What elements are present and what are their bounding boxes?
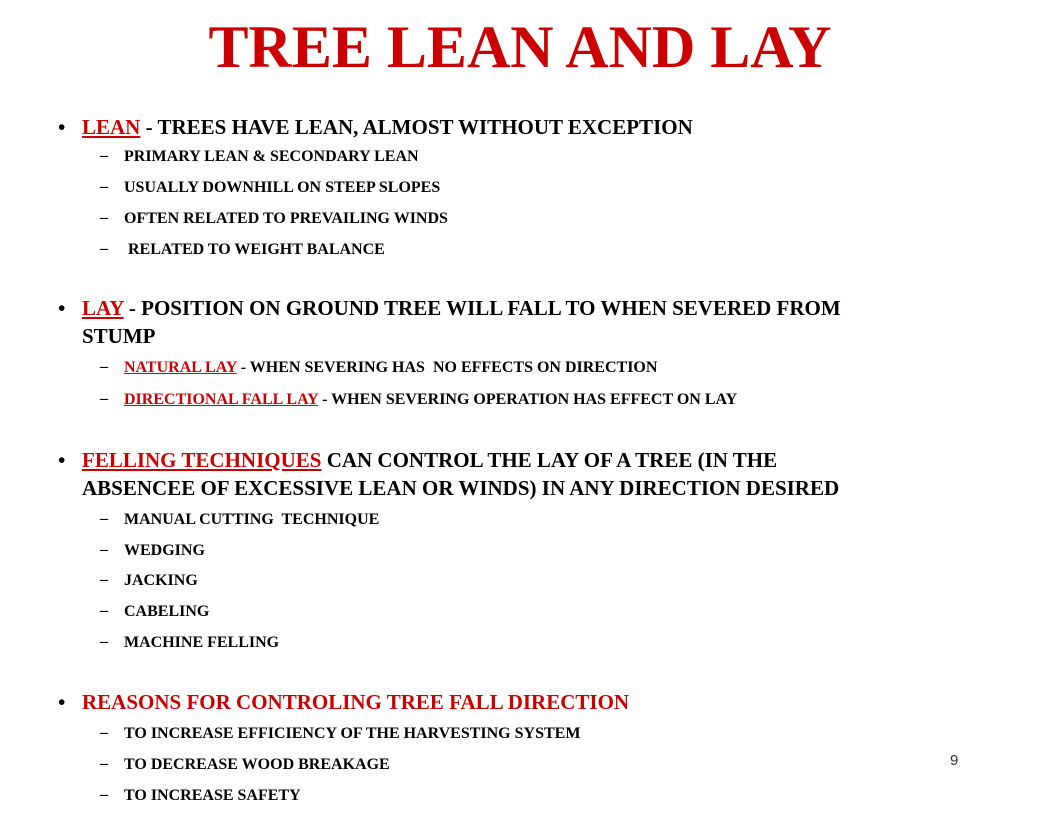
sub-item-text: CABELING <box>124 603 210 620</box>
bullet-lean-text <box>82 113 693 141</box>
bullet-lay-line2: STUMP <box>82 324 156 348</box>
sub-item-text: RELATED TO WEIGHT BALANCE <box>124 241 385 258</box>
sub-item-text: JACKING <box>124 572 198 589</box>
bullet-felling-line2: ABSENCEE OF EXCESSIVE LEAN OR WINDS) IN ANY DIRECTION DESIRED <box>82 476 840 500</box>
bullet-icon: • <box>58 296 66 320</box>
dash-icon: – <box>100 786 108 803</box>
bullet-lean-rest: - TREES HAVE LEAN, ALMOST WITHOUT EXCEPTION <box>140 115 693 139</box>
sub-item-text: TO DECREASE WOOD BREAKAGE <box>124 756 390 773</box>
bullet-lay-line1 <box>82 294 841 322</box>
sub-item-text: PRIMARY LEAN & SECONDARY LEAN <box>124 148 419 165</box>
keyword-lean: LEAN <box>82 115 141 139</box>
dash-icon: – <box>100 358 108 375</box>
sub-item-text: WEDGING <box>124 542 205 559</box>
sub-item-text <box>124 390 737 410</box>
bullet-felling-rest: CAN CONTROL THE LAY OF A TREE (IN THE <box>321 448 778 472</box>
bullet-icon: • <box>58 115 66 139</box>
sub-item-text: MANUAL CUTTING TECHNIQUE <box>124 511 380 528</box>
dash-icon: – <box>100 390 108 407</box>
sub-item-text: TO INCREASE SAFETY <box>124 787 301 804</box>
dash-icon: – <box>100 240 108 257</box>
reasons-heading: REASONS FOR CONTROLING TREE FALL DIRECTION <box>82 690 630 714</box>
bullet-icon: • <box>58 690 66 714</box>
keyword-felling-techniques: FELLING TECHNIQUES <box>82 448 322 472</box>
sub-item-text <box>124 358 657 378</box>
slide-title: TREE LEAN AND LAY <box>208 14 832 80</box>
dash-icon: – <box>100 602 108 619</box>
sub-item-rest: - WHEN SEVERING OPERATION HAS EFFECT ON LAY <box>318 391 738 408</box>
dash-icon: – <box>100 541 108 558</box>
dash-icon: – <box>100 724 108 741</box>
sub-item-text: TO INCREASE EFFICIENCY OF THE HARVESTING SYSTEM <box>124 725 581 742</box>
page-number: 9 <box>950 752 959 769</box>
bullet-lay-rest: - POSITION ON GROUND TREE WILL FALL TO WHEN SEVERED FROM <box>123 296 841 320</box>
keyword-lay: LAY <box>82 296 124 320</box>
sub-item-text: MACHINE FELLING <box>124 634 280 651</box>
dash-icon: – <box>100 755 108 772</box>
dash-icon: – <box>100 178 108 195</box>
dash-icon: – <box>100 571 108 588</box>
dash-icon: – <box>100 510 108 527</box>
bullet-icon: • <box>58 448 66 472</box>
bullet-felling-line1 <box>82 446 777 474</box>
dash-icon: – <box>100 633 108 650</box>
dash-icon: – <box>100 209 108 226</box>
sub-item-text: OFTEN RELATED TO PREVAILING WINDS <box>124 210 448 227</box>
sub-item-text: USUALLY DOWNHILL ON STEEP SLOPES <box>124 179 441 196</box>
keyword-directional-fall-lay: DIRECTIONAL FALL LAY <box>124 391 319 408</box>
sub-item-rest: - WHEN SEVERING HAS NO EFFECTS ON DIRECTION <box>236 359 658 376</box>
dash-icon: – <box>100 147 108 164</box>
keyword-natural-lay: NATURAL LAY <box>124 359 237 376</box>
